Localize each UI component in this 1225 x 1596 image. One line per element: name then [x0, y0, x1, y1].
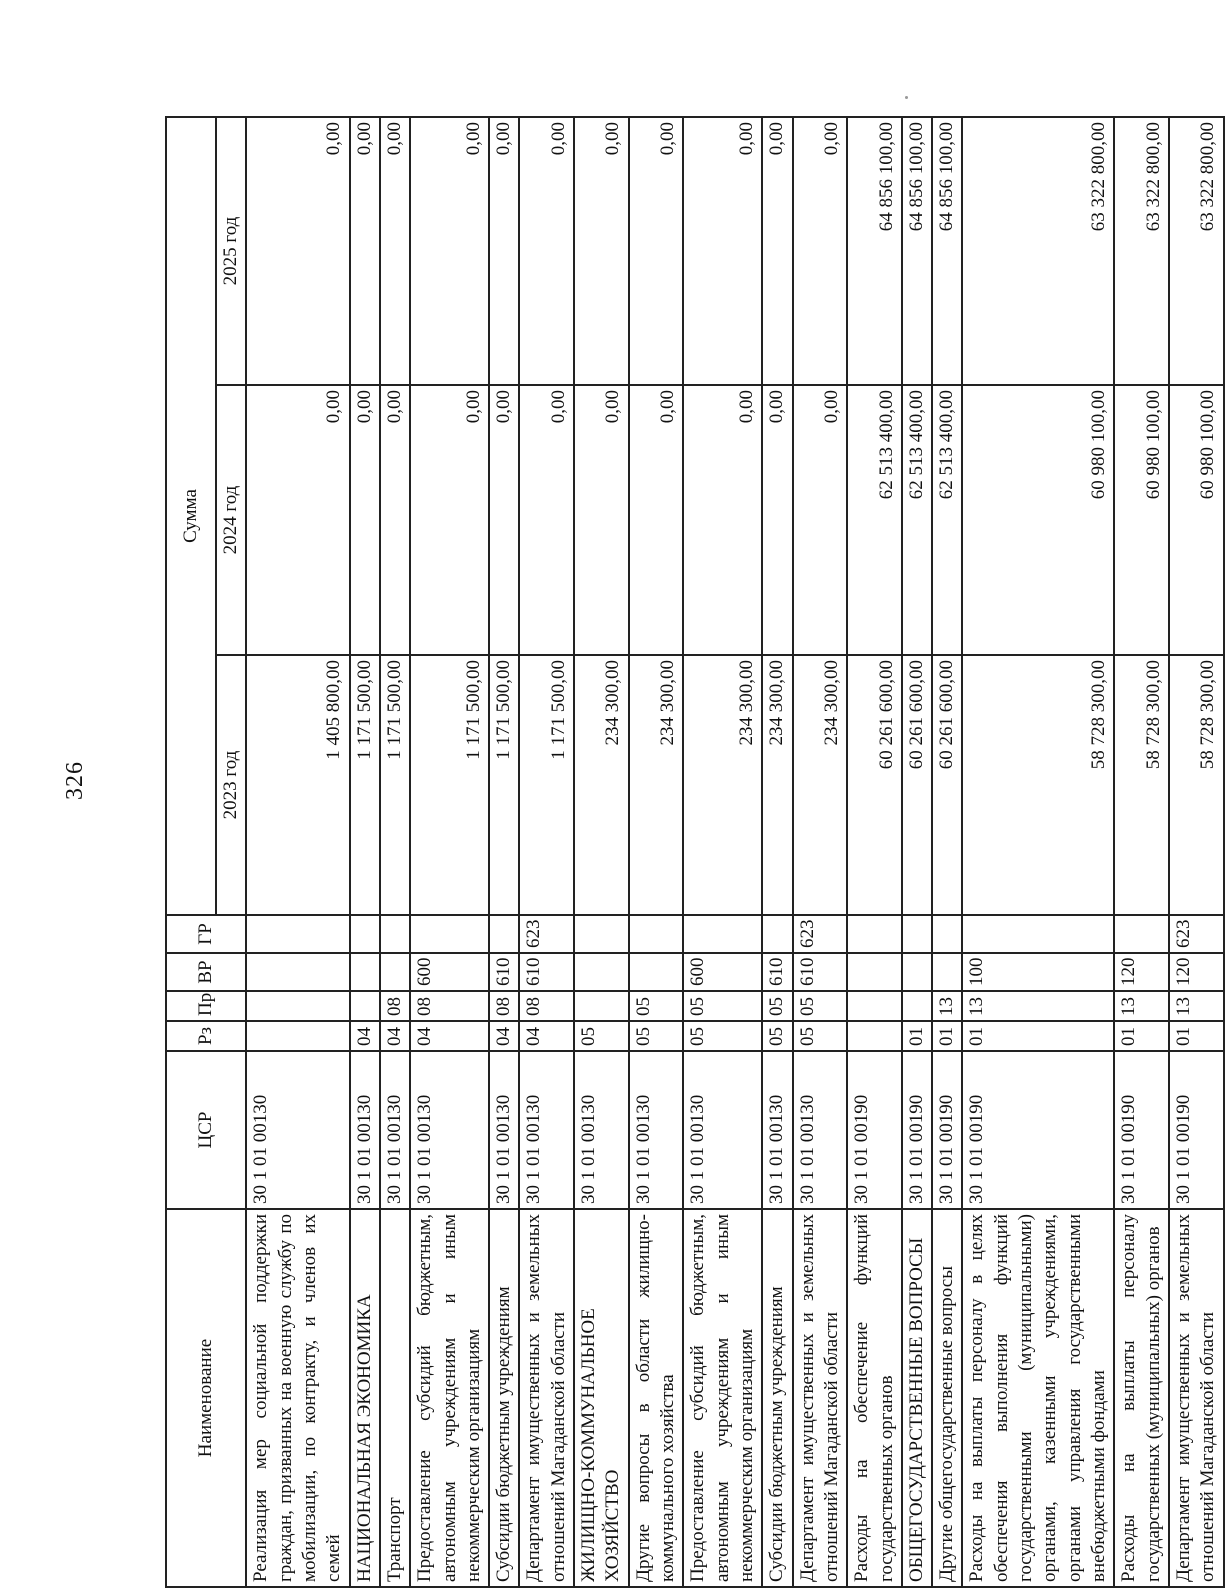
- cell-rz: 05: [629, 1021, 684, 1051]
- table-row: [350, 117, 380, 1587]
- cell-csr: 30 1 01 00190: [902, 1051, 932, 1209]
- cell-y2024: 62 513 400,00: [847, 385, 902, 655]
- cell-vr: [902, 953, 932, 991]
- cell-csr: 30 1 01 00130: [350, 1051, 380, 1209]
- cell-y2024: 60 980 100,00: [1169, 385, 1224, 655]
- cell-rz: 01: [1114, 1021, 1169, 1051]
- cell-pr: [350, 991, 380, 1021]
- cell-pr: 05: [793, 991, 848, 1021]
- cell-gr: [489, 915, 519, 953]
- cell-y2023: 234 300,00: [629, 655, 684, 915]
- table-row: [847, 117, 902, 1587]
- cell-y2025: 64 856 100,00: [932, 117, 962, 385]
- cell-gr: 623: [793, 915, 848, 953]
- cell-name: Департамент имущественных и земельных отношений Магаданской области: [793, 1209, 848, 1587]
- table-row: [762, 117, 792, 1587]
- cell-csr: 30 1 01 00190: [962, 1051, 1114, 1209]
- cell-y2025: 63 322 800,00: [962, 117, 1114, 385]
- cell-y2024: 0,00: [350, 385, 380, 655]
- cell-name: Предоставление субсидий бюджетным, автономным учреждениям и иным некоммерческим организациям: [410, 1209, 489, 1587]
- cell-y2024: 0,00: [246, 385, 349, 655]
- cell-pr: 05: [683, 991, 762, 1021]
- cell-y2024: 0,00: [629, 385, 684, 655]
- table-row: [519, 117, 574, 1587]
- cell-rz: 01: [1169, 1021, 1224, 1051]
- table-row: [932, 117, 962, 1587]
- cell-rz: 05: [762, 1021, 792, 1051]
- cell-gr: [380, 915, 410, 953]
- cell-pr: 05: [629, 991, 684, 1021]
- cell-gr: 623: [519, 915, 574, 953]
- cell-gr: [932, 915, 962, 953]
- cell-name: Субсидии бюджетным учреждениям: [489, 1209, 519, 1587]
- cell-csr: 30 1 01 00130: [793, 1051, 848, 1209]
- cell-csr: 30 1 01 00190: [932, 1051, 962, 1209]
- cell-y2023: 1 171 500,00: [410, 655, 489, 915]
- cell-csr: 30 1 01 00130: [519, 1051, 574, 1209]
- cell-name: Департамент имущественных и земельных отношений Магаданской области: [519, 1209, 574, 1587]
- cell-y2025: 0,00: [793, 117, 848, 385]
- table-row: [246, 117, 349, 1587]
- cell-y2023: 234 300,00: [793, 655, 848, 915]
- cell-y2024: 0,00: [410, 385, 489, 655]
- cell-pr: 08: [380, 991, 410, 1021]
- header-2023: 2023 год: [216, 655, 246, 915]
- cell-vr: [932, 953, 962, 991]
- cell-pr: 13: [932, 991, 962, 1021]
- cell-rz: 01: [902, 1021, 932, 1051]
- cell-pr: [847, 991, 902, 1021]
- cell-csr: 30 1 01 00130: [489, 1051, 519, 1209]
- cell-rz: 04: [380, 1021, 410, 1051]
- cell-vr: 610: [519, 953, 574, 991]
- cell-rz: 04: [519, 1021, 574, 1051]
- cell-csr: 30 1 01 00130: [410, 1051, 489, 1209]
- cell-y2025: 0,00: [574, 117, 629, 385]
- cell-y2023: 1 171 500,00: [519, 655, 574, 915]
- cell-gr: [246, 915, 349, 953]
- cell-y2025: 0,00: [410, 117, 489, 385]
- cell-vr: [629, 953, 684, 991]
- budget-table: [165, 116, 1225, 1588]
- cell-gr: [574, 915, 629, 953]
- table-row: [793, 117, 848, 1587]
- cell-csr: 30 1 01 00130: [683, 1051, 762, 1209]
- cell-gr: [962, 915, 1114, 953]
- cell-rz: 04: [410, 1021, 489, 1051]
- cell-rz: [847, 1021, 902, 1051]
- cell-y2024: 0,00: [762, 385, 792, 655]
- cell-gr: [847, 915, 902, 953]
- cell-gr: [902, 915, 932, 953]
- cell-y2023: 234 300,00: [762, 655, 792, 915]
- cell-gr: 623: [1169, 915, 1224, 953]
- header-csr: ЦСР: [166, 1051, 246, 1209]
- cell-y2023: 58 728 300,00: [1169, 655, 1224, 915]
- cell-y2023: 60 261 600,00: [847, 655, 902, 915]
- cell-y2025: 0,00: [489, 117, 519, 385]
- cell-pr: 13: [1114, 991, 1169, 1021]
- cell-y2024: 62 513 400,00: [902, 385, 932, 655]
- cell-y2023: 1 171 500,00: [350, 655, 380, 915]
- cell-pr: [902, 991, 932, 1021]
- cell-y2025: 0,00: [629, 117, 684, 385]
- cell-pr: 13: [962, 991, 1114, 1021]
- cell-y2025: 0,00: [762, 117, 792, 385]
- table-row: [489, 117, 519, 1587]
- cell-y2025: 0,00: [380, 117, 410, 385]
- header-row: [166, 117, 216, 1587]
- cell-pr: 08: [489, 991, 519, 1021]
- cell-y2023: 58 728 300,00: [1114, 655, 1169, 915]
- cell-name: Другие общегосударственные вопросы: [932, 1209, 962, 1587]
- cell-rz: 05: [683, 1021, 762, 1051]
- cell-name: НАЦИОНАЛЬНАЯ ЭКОНОМИКА: [350, 1209, 380, 1587]
- cell-y2025: 63 322 800,00: [1169, 117, 1224, 385]
- cell-csr: 30 1 01 00190: [1114, 1051, 1169, 1209]
- header-gr: ГР: [166, 915, 246, 953]
- cell-y2023: 234 300,00: [574, 655, 629, 915]
- cell-rz: [246, 1021, 349, 1051]
- cell-gr: [410, 915, 489, 953]
- cell-y2025: 64 856 100,00: [847, 117, 902, 385]
- cell-y2024: 0,00: [574, 385, 629, 655]
- cell-name: Предоставление субсидий бюджетным, автономным учреждениям и иным некоммерческим организациям: [683, 1209, 762, 1587]
- table-row: [629, 117, 684, 1587]
- cell-y2023: 1 171 500,00: [380, 655, 410, 915]
- cell-y2025: 0,00: [350, 117, 380, 385]
- cell-vr: 120: [1114, 953, 1169, 991]
- cell-name: Расходы на выплаты персоналу государственных (муниципальных) органов: [1114, 1209, 1169, 1587]
- cell-y2024: 62 513 400,00: [932, 385, 962, 655]
- cell-csr: 30 1 01 00130: [246, 1051, 349, 1209]
- cell-y2023: 1 405 800,00: [246, 655, 349, 915]
- cell-vr: 610: [762, 953, 792, 991]
- cell-y2024: 60 980 100,00: [962, 385, 1114, 655]
- cell-y2025: 64 856 100,00: [902, 117, 932, 385]
- page-number: 326: [62, 761, 88, 800]
- cell-name: Расходы на обеспечение функций государственных органов: [847, 1209, 902, 1587]
- cell-csr: 30 1 01 00190: [1169, 1051, 1224, 1209]
- table-row: [574, 117, 629, 1587]
- cell-y2025: 63 322 800,00: [1114, 117, 1169, 385]
- cell-y2024: 0,00: [489, 385, 519, 655]
- cell-vr: [246, 953, 349, 991]
- cell-gr: [1114, 915, 1169, 953]
- cell-csr: 30 1 01 00130: [629, 1051, 684, 1209]
- header-rz: Рз: [166, 1021, 246, 1051]
- cell-name: Транспорт: [380, 1209, 410, 1587]
- cell-gr: [350, 915, 380, 953]
- cell-pr: 13: [1169, 991, 1224, 1021]
- cell-rz: 01: [932, 1021, 962, 1051]
- table-body: [246, 117, 1223, 1587]
- cell-rz: 05: [574, 1021, 629, 1051]
- cell-csr: 30 1 01 00130: [574, 1051, 629, 1209]
- cell-y2023: 1 171 500,00: [489, 655, 519, 915]
- cell-vr: 120: [1169, 953, 1224, 991]
- cell-pr: 05: [762, 991, 792, 1021]
- table-row: [962, 117, 1114, 1587]
- header-sum: Сумма: [166, 117, 216, 915]
- cell-name: Другие вопросы в области жилищно-коммунального хозяйства: [629, 1209, 684, 1587]
- table-row: [683, 117, 762, 1587]
- cell-y2025: 0,00: [519, 117, 574, 385]
- cell-gr: [762, 915, 792, 953]
- cell-rz: 04: [350, 1021, 380, 1051]
- scan-speck: [905, 96, 908, 99]
- cell-name: Реализация мер социальной поддержки граждан, призванных на военную службу по мобилизации, по контракту, и членов их семей: [246, 1209, 349, 1587]
- cell-y2025: 0,00: [246, 117, 349, 385]
- cell-vr: 610: [793, 953, 848, 991]
- cell-vr: [574, 953, 629, 991]
- cell-name: ЖИЛИЩНО-КОММУНАЛЬНОЕ ХОЗЯЙСТВО: [574, 1209, 629, 1587]
- cell-rz: 01: [962, 1021, 1114, 1051]
- cell-csr: 30 1 01 00130: [762, 1051, 792, 1209]
- cell-vr: 610: [489, 953, 519, 991]
- cell-vr: 100: [962, 953, 1114, 991]
- cell-rz: 04: [489, 1021, 519, 1051]
- cell-vr: 600: [683, 953, 762, 991]
- cell-name: ОБЩЕГОСУДАРСТВЕННЫЕ ВОПРОСЫ: [902, 1209, 932, 1587]
- cell-y2023: 234 300,00: [683, 655, 762, 915]
- cell-gr: [683, 915, 762, 953]
- cell-pr: 08: [410, 991, 489, 1021]
- cell-y2023: 60 261 600,00: [902, 655, 932, 915]
- cell-pr: [246, 991, 349, 1021]
- cell-y2024: 0,00: [519, 385, 574, 655]
- cell-name: Департамент имущественных и земельных отношений Магаданской области: [1169, 1209, 1224, 1587]
- cell-vr: [847, 953, 902, 991]
- table-row: [902, 117, 932, 1587]
- cell-pr: [574, 991, 629, 1021]
- header-name: Наименование: [166, 1209, 246, 1587]
- header-vr: ВР: [166, 953, 246, 991]
- cell-csr: 30 1 01 00190: [847, 1051, 902, 1209]
- header-2025: 2025 год: [216, 117, 246, 385]
- cell-y2024: 0,00: [380, 385, 410, 655]
- header-pr: Пр: [166, 991, 246, 1021]
- cell-y2024: 60 980 100,00: [1114, 385, 1169, 655]
- cell-name: Субсидии бюджетным учреждениям: [762, 1209, 792, 1587]
- table-row: [410, 117, 489, 1587]
- cell-vr: [350, 953, 380, 991]
- cell-y2024: 0,00: [793, 385, 848, 655]
- cell-vr: 600: [410, 953, 489, 991]
- budget-table-rotated: [165, 118, 1219, 1588]
- cell-rz: 05: [793, 1021, 848, 1051]
- table-row: [1114, 117, 1169, 1587]
- cell-csr: 30 1 01 00130: [380, 1051, 410, 1209]
- cell-y2023: 58 728 300,00: [962, 655, 1114, 915]
- table-row: [1169, 117, 1224, 1587]
- cell-y2023: 60 261 600,00: [932, 655, 962, 915]
- cell-y2025: 0,00: [683, 117, 762, 385]
- cell-y2024: 0,00: [683, 385, 762, 655]
- table-row: [380, 117, 410, 1587]
- header-2024: 2024 год: [216, 385, 246, 655]
- cell-name: Расходы на выплаты персоналу в целях обеспечения выполнения функций государственными (муниципальными) органами, казенными учреждениями, органами управления государственными внебюджетными фондами: [962, 1209, 1114, 1587]
- cell-pr: 08: [519, 991, 574, 1021]
- cell-gr: [629, 915, 684, 953]
- cell-vr: [380, 953, 410, 991]
